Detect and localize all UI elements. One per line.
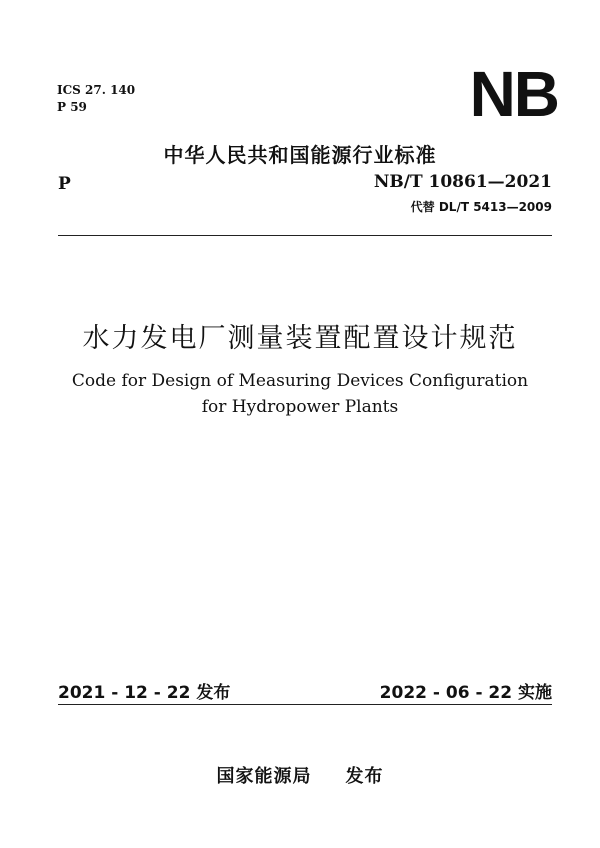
issue-date: 2021 - 12 - 22 发布 xyxy=(58,683,231,703)
title-english-line-2: for Hydropower Plants xyxy=(201,397,399,417)
issuer-name: 国家能源局 xyxy=(216,766,312,787)
implementation-date: 2022 - 06 - 22 实施 xyxy=(379,683,552,703)
replaces-standard: 代替 DL/T 5413—2009 xyxy=(410,200,552,214)
title-english-line-1: Code for Design of Measuring Devices Configuration xyxy=(71,371,529,391)
title-chinese: 水力发电厂测量装置配置设计规范 xyxy=(82,323,518,354)
standard-organization: 中华人民共和国能源行业标准 xyxy=(163,143,437,167)
title-english xyxy=(0,368,600,420)
top-divider xyxy=(58,235,552,236)
bottom-divider xyxy=(58,704,552,705)
nb-logo: NB xyxy=(469,58,558,130)
issuer-line xyxy=(0,762,600,788)
issuer-action: 发布 xyxy=(345,766,384,787)
standard-number: NB/T 10861—2021 xyxy=(373,172,552,192)
ics-code: ICS 27. 140 xyxy=(57,83,136,97)
classification-letter: P xyxy=(58,174,71,194)
ics-code-block xyxy=(57,82,135,116)
ccs-code: P 59 xyxy=(57,100,87,114)
